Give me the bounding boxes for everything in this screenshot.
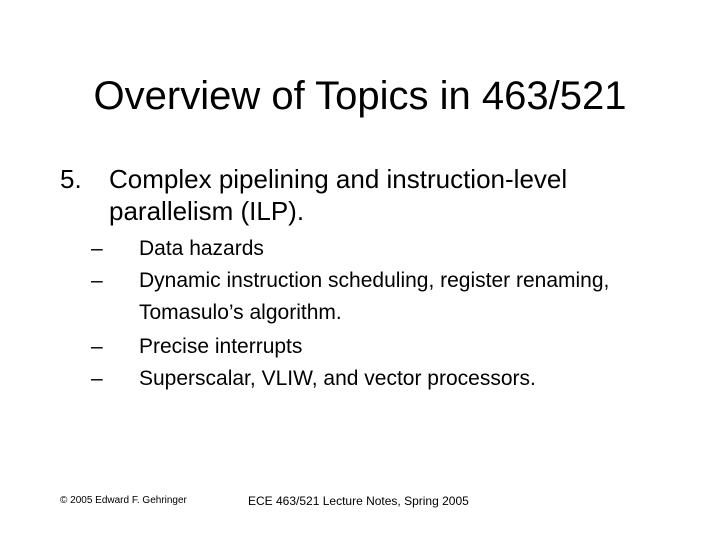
sub-list-item [91,363,651,395]
sub-item-text: Superscalar, VLIW, and vector processors. [139,367,536,390]
dash-bullet-icon: – [91,269,103,292]
sub-item-text: Dynamic instruction scheduling, register renaming, Tomasulo’s algorithm. [139,269,610,324]
sub-list-item [91,265,651,329]
dash-bullet-icon: – [91,237,103,260]
sub-list-item [91,233,651,265]
main-item-text: Complex pipelining and instruction-level parallelism (ILP). [109,164,568,226]
sub-list-item [91,331,651,363]
list-number: 5. [60,164,82,194]
dash-bullet-icon: – [91,367,103,390]
footer-course-title: ECE 463/521 Lecture Notes, Spring 2005 [248,494,469,508]
sub-item-text: Precise interrupts [139,335,303,358]
footer-copyright: © 2005 Edward F. Gehringer [60,495,187,506]
sub-item-text: Data hazards [139,237,264,260]
dash-bullet-icon: – [91,335,103,358]
slide-title: Overview of Topics in 463/521 [93,74,627,118]
sub-bullet-list [91,233,651,395]
